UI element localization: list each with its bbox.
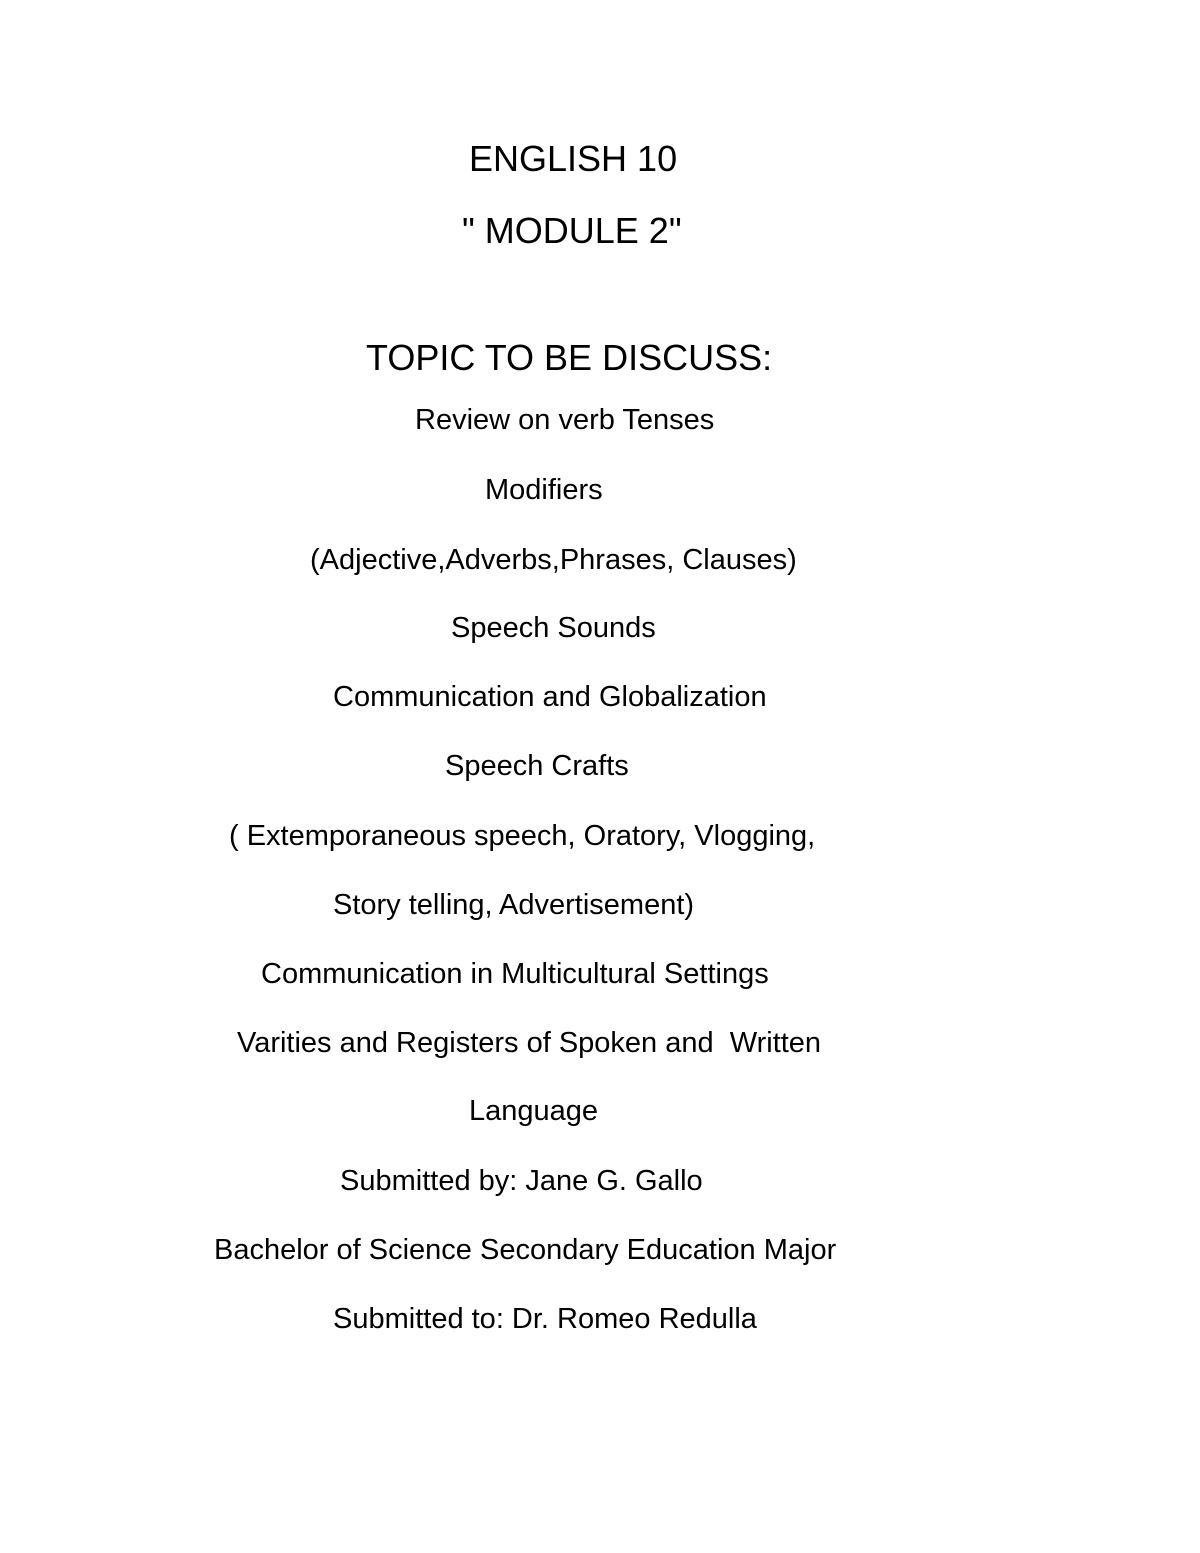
topic-line: Modifiers [485, 474, 603, 506]
submitted-to: Submitted to: Dr. Romeo Redulla [333, 1303, 757, 1335]
topic-line: Review on verb Tenses [415, 404, 715, 436]
topic-line: Communication and Globalization [333, 681, 767, 713]
document-title: ENGLISH 10 [469, 138, 678, 179]
topic-line: Varities and Registers of Spoken and Written [237, 1027, 822, 1059]
degree-program: Bachelor of Science Secondary Education Major [214, 1234, 837, 1266]
topic-line: (Adjective,Adverbs,Phrases, Clauses) [310, 544, 797, 576]
topic-line: Language [469, 1095, 599, 1127]
submitted-by: Submitted by: Jane G. Gallo [340, 1165, 703, 1197]
topic-line: ( Extemporaneous speech, Oratory, Vlogging, [229, 820, 816, 852]
topic-line: Speech Sounds [451, 612, 656, 644]
topics-heading: TOPIC TO BE DISCUSS: [366, 337, 773, 378]
topic-line: Speech Crafts [445, 750, 629, 782]
module-label: " MODULE 2" [462, 210, 682, 251]
topic-line: Story telling, Advertisement) [333, 889, 695, 921]
topic-line: Communication in Multicultural Settings [261, 958, 769, 990]
